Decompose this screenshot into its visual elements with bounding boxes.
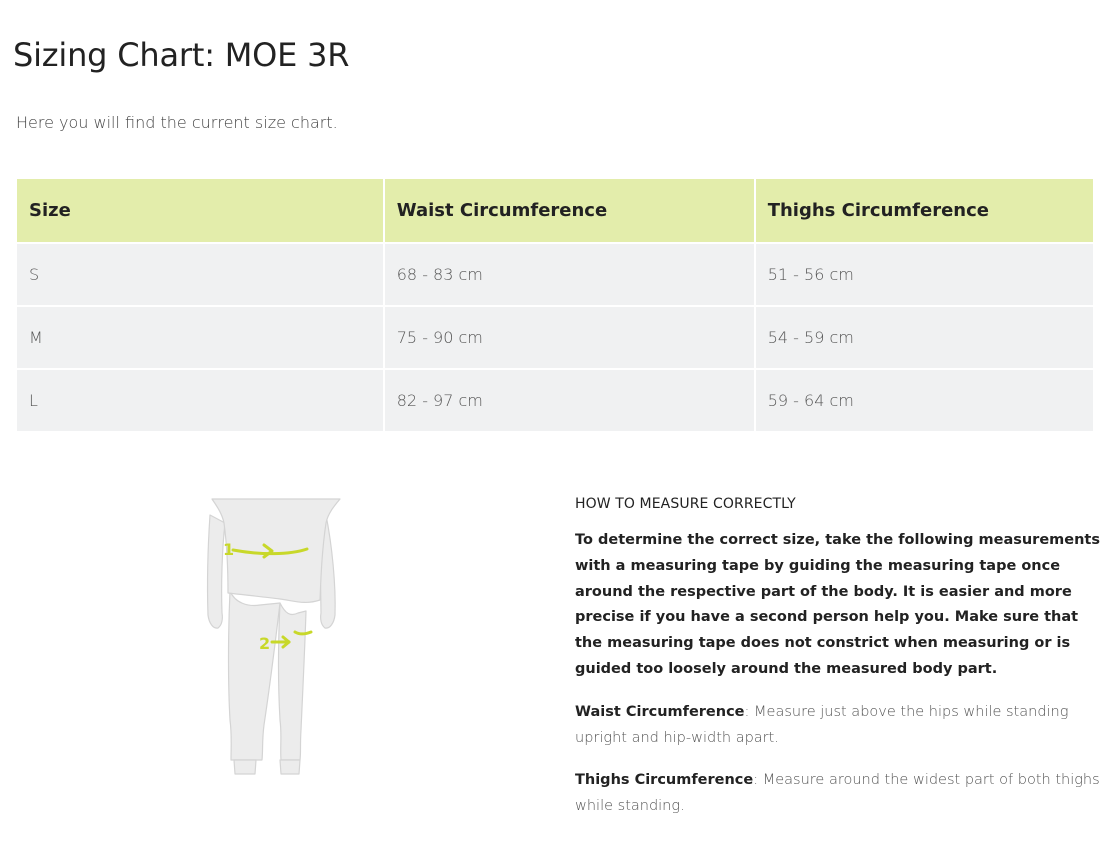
body-measurement-figure-icon [200,495,350,777]
cell-thighs: 54 - 59 cm [756,307,1093,368]
cell-size: S [17,244,383,305]
marker-2: 2 [259,634,271,653]
table-row [17,307,1093,368]
cell-waist: 68 - 83 cm [385,244,754,305]
howto-item-thighs [575,767,1100,819]
howto-term: Thighs Circumference [575,771,754,788]
cell-waist: 82 - 97 cm [385,370,754,431]
how-to-measure-section [575,496,1100,835]
cell-thighs: 51 - 56 cm [756,244,1093,305]
cell-size: M [17,307,383,368]
howto-desc: : Measure just above the hips while standing upright and hip-width apart. [575,703,1069,746]
size-chart-table [15,177,1095,433]
howto-heading: HOW TO MEASURE CORRECTLY [575,496,796,512]
howto-item-waist [575,699,1100,751]
table-row [17,244,1093,305]
howto-term: Waist Circumference [575,703,745,720]
howto-lead-text: To determine the correct size, take the following measurements with a measuring tape by guiding the measuring tape once around the respective part of the body. It is easier and more precise if you have a second person help you. Make sure that the measuring tape does not constrict when measuring or is guided too loosely around the measured body part. [575,532,1100,677]
intro-text: Here you will find the current size chart. [16,113,338,132]
table-row [17,370,1093,431]
cell-thighs: 59 - 64 cm [756,370,1093,431]
header-thighs: Thighs Circumference [756,179,1093,242]
cell-waist: 75 - 90 cm [385,307,754,368]
marker-1: 1 [223,540,235,559]
table-header-row [17,179,1093,242]
howto-desc: : Measure around the widest part of both thighs while standing. [575,771,1100,814]
header-size: Size [17,179,383,242]
cell-size: L [17,370,383,431]
header-waist: Waist Circumference [385,179,754,242]
page-title: Sizing Chart: MOE 3R [13,36,350,74]
